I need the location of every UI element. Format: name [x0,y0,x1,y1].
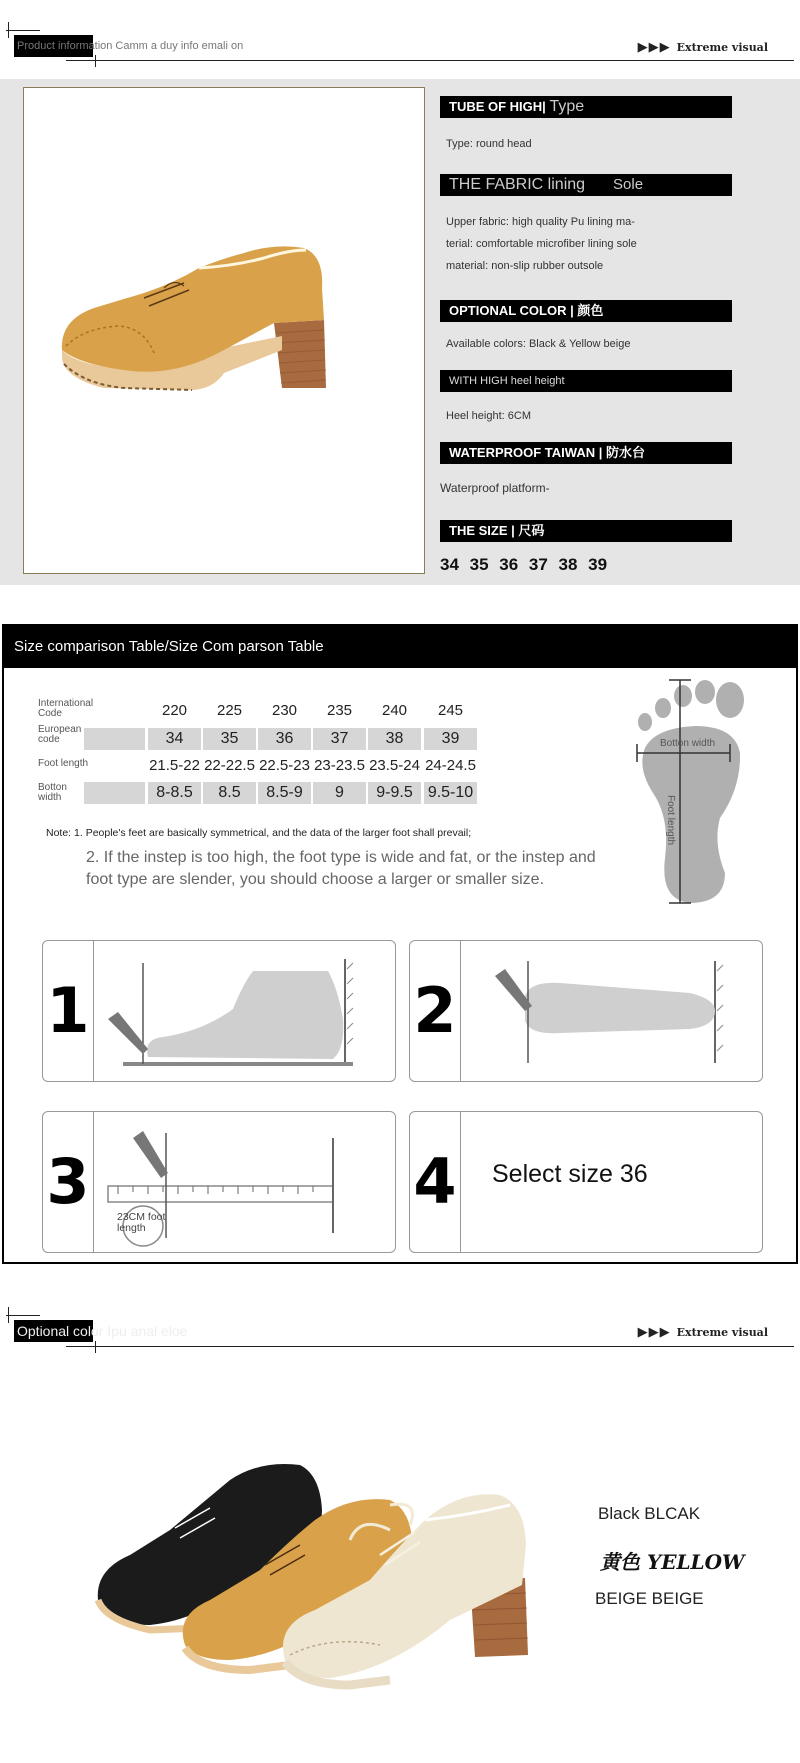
table-cell-european: 34 [148,728,201,750]
foot-width-label: Botton width [660,738,716,749]
header-rule [66,1346,794,1347]
table-cell-international: 220 [161,702,188,719]
table-cell-width: 9.5-10 [424,782,477,804]
table-cell-european: 35 [203,728,256,750]
spec-bar-heel: WITH HIGH heel height [440,370,732,392]
table-cell-foot-length: 23.5-24 [369,757,420,774]
note-2: 2. If the instep is too high, the foot type is wide and fat, or the instep and foot type are slender, you should choose a larger or smaller size. [86,849,596,888]
step-card-2 [409,940,763,1082]
spec-fabric-line-1: Upper fabric: high quality Pu lining ma- [446,216,635,228]
step-number-1: 1 [43,941,94,1081]
step-card-1 [42,940,396,1082]
foot-diagram-icon [625,678,755,908]
table-cell-international: 235 [326,702,353,719]
arrows-icon: ▶▶▶ [637,1325,671,1340]
header-title: Product information Camm a duy info emali on [17,40,244,52]
table-cell-width: 8-8.5 [148,782,201,804]
spec-bar-type-sub: Type [549,98,585,115]
section-header-colors [0,1283,800,1353]
table-cell-international: 245 [437,702,464,719]
table-cell-european: 38 [368,728,421,750]
foot-side-measure-icon [103,949,393,1074]
table-cell-european: 36 [258,728,311,750]
table-cell-international: 225 [216,702,243,719]
color-label-beige: BEIGE BEIGE [595,1589,704,1608]
spec-heel-text: Heel height: 6CM [446,410,531,422]
shoe-yellow-image [24,88,424,573]
spec-waterproof-text: Waterproof platform- [440,481,550,495]
spec-fabric-line-3: material: non-slip rubber outsole [446,260,604,272]
step-number-3: 3 [43,1112,94,1252]
header-title: Optional color Ipu anal eloe [17,1323,188,1339]
table-cell-foot-length: 24-24.5 [425,757,476,774]
ruler-label: 23CM foot length [117,1211,166,1234]
foot-top-measure-icon [470,951,760,1071]
table-cell-width: 9-9.5 [368,782,421,804]
table-cell-european: 39 [424,728,477,750]
table-cell-foot-length: 21.5-22 [149,757,200,774]
arrows-icon: ▶▶▶ [637,40,671,55]
color-label-black: Black BLCAK [598,1504,701,1523]
table-cell-international: 240 [381,702,408,719]
product-photo [23,87,425,574]
crosshair-mark-vertical [8,1307,9,1323]
table-cell-width: 8.5 [203,782,256,804]
foot-length-label: Foot length [665,795,676,846]
spec-fabric-line-2: terial: comfortable microfiber lining sole [446,238,637,250]
step-card-4 [409,1111,763,1253]
row-label-width: Botton width [38,782,67,803]
size-list: 34 35 36 37 38 39 [440,555,608,574]
size-table-heading: Size comparison Table/Size Com parson Table [4,626,796,668]
color-label-yellow: 黄色 YELLOW [600,1550,745,1574]
row-label-european: European code [38,724,82,745]
crosshair-mark [6,30,40,31]
brand-text: Extreme visual [676,41,768,54]
spec-bar-type-main: TUBE OF HIGH [449,99,543,114]
spec-bar-color: OPTIONAL COLOR | 颜色 [440,300,732,322]
shoes-colors-image [90,1420,590,1690]
spec-bar-type: TUBE OF HIGH| Type [440,96,732,118]
table-cell-european: 37 [313,728,366,750]
spec-bar-fabric-sub: Sole [613,176,644,193]
spec-bar-fabric [440,174,732,196]
spec-fabric-text [446,211,637,277]
spec-bar-waterproof: WATERPROOF TAIWAN | 防水台 [440,442,732,464]
header-rule-tick [95,1341,96,1353]
row-label-international: International Code [38,698,94,719]
note-1: Note: 1. People's feet are basically symmetrical, and the data of the larger foot shall prevail; [46,827,472,839]
header-rule-tick [95,55,96,67]
spec-type-text: Type: round head [446,138,532,150]
brand-label [638,1325,768,1340]
step-card-3 [42,1111,396,1253]
table-cell-international: 230 [271,702,298,719]
select-size-text: Select size 36 [492,1160,648,1188]
table-row-european-lead [84,728,145,750]
table-cell-foot-length: 22.5-23 [259,757,310,774]
table-row-width-lead [84,782,145,804]
table-cell-width: 8.5-9 [258,782,311,804]
spec-bar-fabric-main: THE FABRIC lining [449,176,586,193]
crosshair-mark [6,1315,40,1316]
table-cell-width: 9 [313,782,366,804]
table-cell-foot-length: 22-22.5 [204,757,255,774]
brand-text: Extreme visual [676,1326,768,1339]
header-rule [66,60,794,61]
step-number-4: 4 [410,1112,461,1252]
spec-bar-size: THE SIZE | 尺码 [440,520,732,542]
section-header-product [0,0,800,70]
spec-color-text: Available colors: Black & Yellow beige [446,338,631,350]
crosshair-mark-vertical [8,22,9,38]
step-number-2: 2 [410,941,461,1081]
brand-label [638,40,768,55]
table-cell-foot-length: 23-23.5 [314,757,365,774]
row-label-foot-length: Foot length [38,758,89,769]
